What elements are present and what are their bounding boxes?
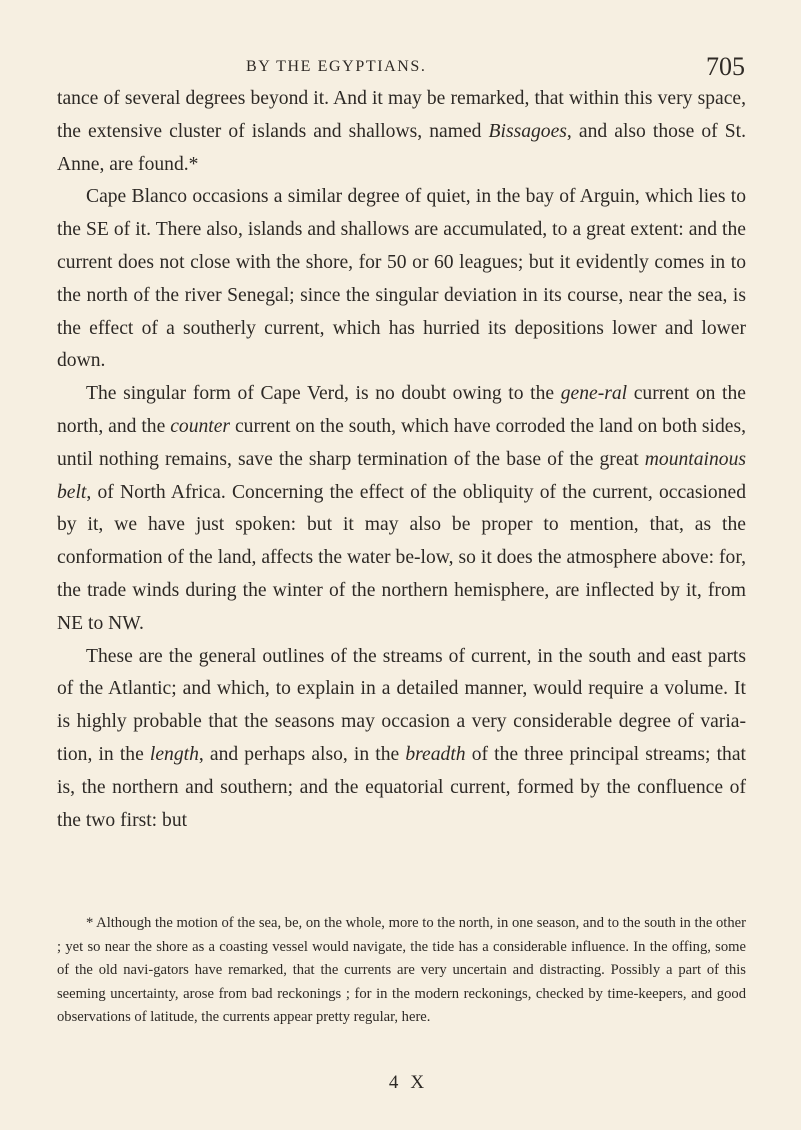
paragraph-1-text: tance of several degrees beyond it. And it may be remarked, that within this very space, the extensive cluster of islands and shallows, named — [57, 88, 746, 142]
paragraph-1 — [57, 83, 746, 181]
paragraph-4-c: of the three principal streams; that is, the northern and southern; and the equatorial current, formed by the confluence of the two first: but — [57, 743, 746, 831]
paragraph-3-c: current on the south, which have corroded the land on both sides, until nothing remains, save the sharp termination of the base of the great — [57, 415, 746, 470]
paragraph-3-a: The singular form of Cape Verd, is no doubt owing to the — [86, 383, 561, 405]
emphasis-counter: counter — [170, 415, 231, 437]
footnote — [57, 912, 746, 1030]
emphasis-bissagoes: Bissagoes — [488, 120, 567, 142]
signature-letter: X — [410, 1072, 425, 1093]
paragraph-4-a: These are the general outlines of the streams of current, in the south and east parts of the Atlantic; and which, to explain in a detailed manner, would require a volume. It is highly probable that the seasons may occasion a very considerable degree of varia-tion, in the — [57, 645, 746, 765]
paragraph-4-b: , and perhaps also, in the — [198, 743, 406, 765]
body-text — [57, 83, 746, 837]
emphasis-breadth: breadth — [405, 743, 466, 765]
running-head — [0, 52, 801, 82]
footnote-text: * Although the motion of the sea, be, on the whole, more to the north, in one season, and to the south in the other ; yet so near the shore as a coasting vessel would navigate, the tide has a considerable influence. In the offing, some of the old navi-gators have remarked, that the currents are very uncertain and distracting. Possibly a part of this seeming uncertainty, arose from bad reckonings ; for in the modern reckonings, checked by time-keepers, and good observations of latitude, the currents appear pretty regular, here. — [57, 915, 746, 1026]
paragraph-1-tail: , and also those of St. Anne, are found.* — [57, 120, 746, 175]
running-title: BY THE EGYPTIANS. — [246, 58, 427, 75]
signature-number: 4 — [388, 1072, 399, 1093]
paragraph-3 — [57, 378, 746, 640]
paragraph-2: Cape Blanco occasions a similar degree of quiet, in the bay of Arguin, which lies to the SE of it. There also, islands and shallows are accumulated, to a great extent: and the current does not close with the shore, for 50 or 60 leagues; but it evidently comes in to the north of the river Senegal; since the singular deviation in its course, near the sea, is the effect of a southerly current, which has hurried its depositions lower and lower down. — [57, 186, 746, 372]
emphasis-length: length — [149, 743, 199, 765]
emphasis-mountainous-belt: mountainous belt — [57, 448, 746, 503]
signature-mark — [0, 1072, 801, 1094]
page-number: 705 — [706, 52, 745, 81]
paragraph-3-b: current on the north, and the — [57, 383, 746, 437]
paragraph-3-d: , of North Africa. Concerning the effect of the obliquity of the current, occasioned by it, we have just spoken: but it may also be proper to mention, that, as the conformation of the land, affects the water be-low, so it does the atmosphere above: for, the trade winds during the winter of the northern hemisphere, are inflected by it, from NE to NW. — [57, 481, 746, 634]
emphasis-general: gene-ral — [560, 383, 628, 405]
paragraph-4 — [57, 641, 746, 838]
